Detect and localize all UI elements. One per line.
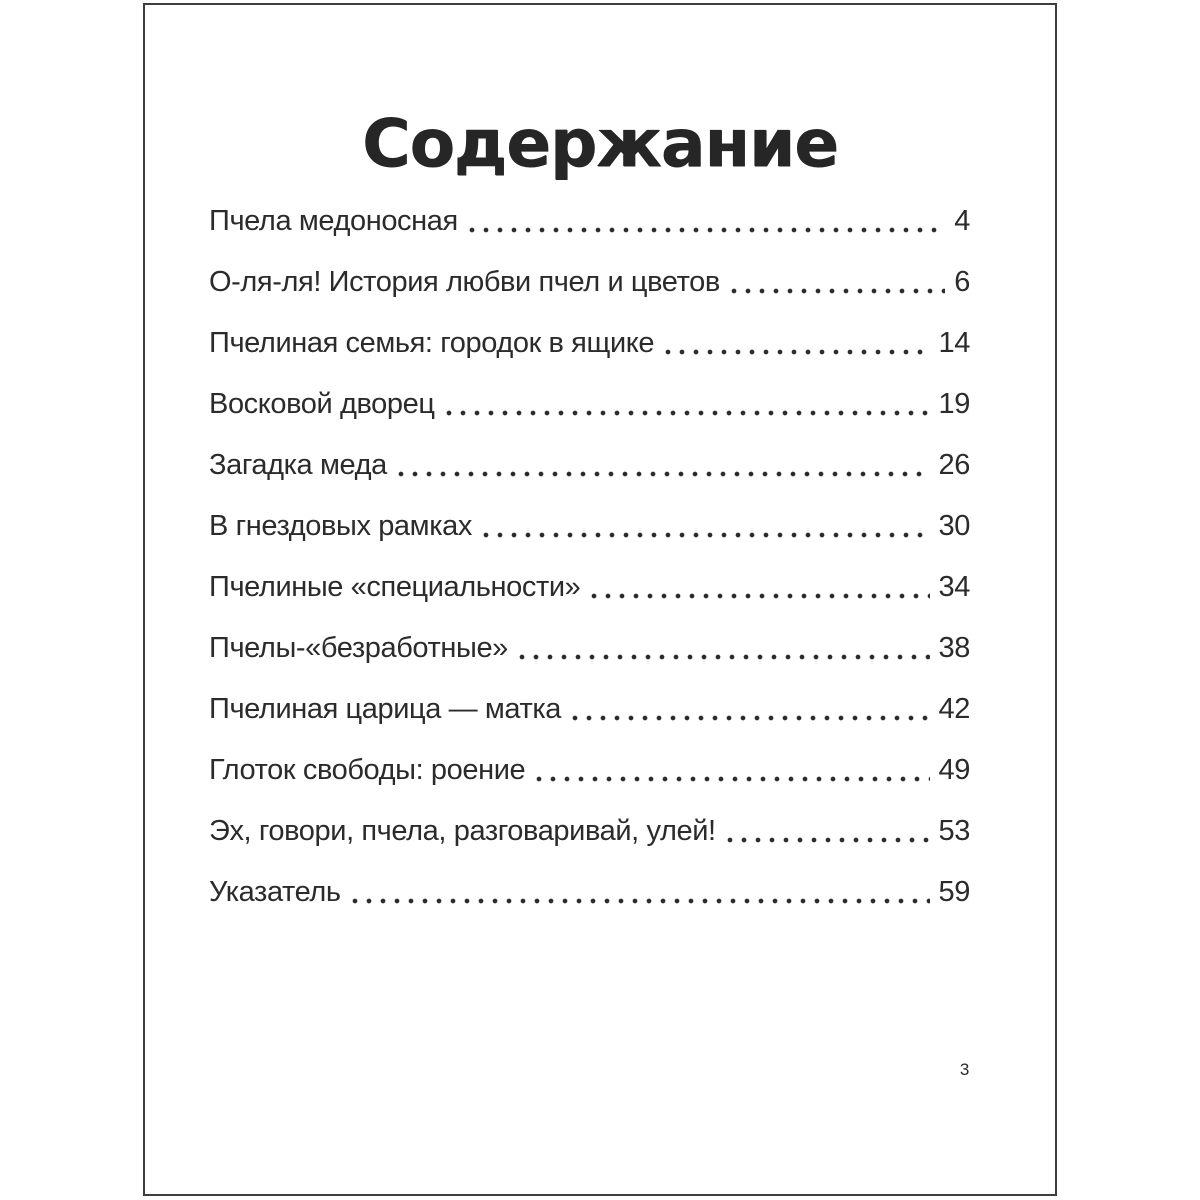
toc-entry (209, 862, 970, 923)
toc-entry-label: Пчелиная семья: городок в ящике (209, 327, 655, 359)
toc-entry-page: 53 (938, 815, 970, 847)
toc-entry-page: 30 (938, 510, 970, 542)
dot-leader (515, 618, 930, 679)
toc-entry-label: Восковой дворец (209, 388, 435, 420)
page-title: Содержание (362, 105, 838, 182)
toc-entry (209, 679, 970, 740)
toc-entry-label: Пчела медоносная (209, 205, 458, 237)
dot-leader (727, 252, 945, 313)
toc-entry-page: 19 (938, 388, 970, 420)
toc-entry (209, 313, 970, 374)
dot-leader (723, 801, 930, 862)
toc-entry-label: Указатель (209, 876, 341, 908)
toc-entry (209, 801, 970, 862)
toc-entry-label: Загадка меда (209, 449, 387, 481)
toc-entry (209, 496, 970, 557)
dot-leader (394, 435, 930, 496)
dot-leader (465, 191, 945, 252)
toc-entry-page: 42 (938, 693, 970, 725)
toc-entry-page: 59 (938, 876, 970, 908)
toc-entry-page: 38 (938, 632, 970, 664)
toc-entry-page: 14 (938, 327, 970, 359)
toc-entry-label: Пчелы-«безработные» (209, 632, 508, 664)
toc-entry (209, 557, 970, 618)
toc-entry-label: Глоток свободы: роение (209, 754, 526, 786)
dot-leader (587, 557, 929, 618)
toc-entry-label: В гнездовых рамках (209, 510, 472, 542)
dot-leader (479, 496, 930, 557)
dot-leader (348, 862, 930, 923)
dot-leader (442, 374, 930, 435)
toc-entry-page: 34 (938, 571, 970, 603)
dot-leader (568, 679, 930, 740)
dot-leader (532, 740, 929, 801)
toc-entry-page: 4 (954, 205, 970, 237)
toc-entry (209, 191, 970, 252)
toc-list (145, 191, 1055, 923)
toc-entry-page: 49 (938, 754, 970, 786)
dot-leader (661, 313, 929, 374)
toc-entry (209, 740, 970, 801)
toc-entry (209, 252, 970, 313)
toc-entry-label: Пчелиные «специальности» (209, 571, 581, 603)
toc-entry (209, 435, 970, 496)
toc-entry-page: 26 (938, 449, 970, 481)
toc-entry-label: О-ля-ля! История любви пчел и цветов (209, 266, 720, 298)
toc-entry-page: 6 (954, 266, 970, 298)
toc-entry (209, 618, 970, 679)
book-page (143, 3, 1057, 1196)
page-number: 3 (959, 1060, 969, 1079)
toc-entry-label: Эх, говори, пчела, разговаривай, улей! (209, 815, 716, 847)
toc-entry-label: Пчелиная царица — матка (209, 693, 562, 725)
toc-entry (209, 374, 970, 435)
